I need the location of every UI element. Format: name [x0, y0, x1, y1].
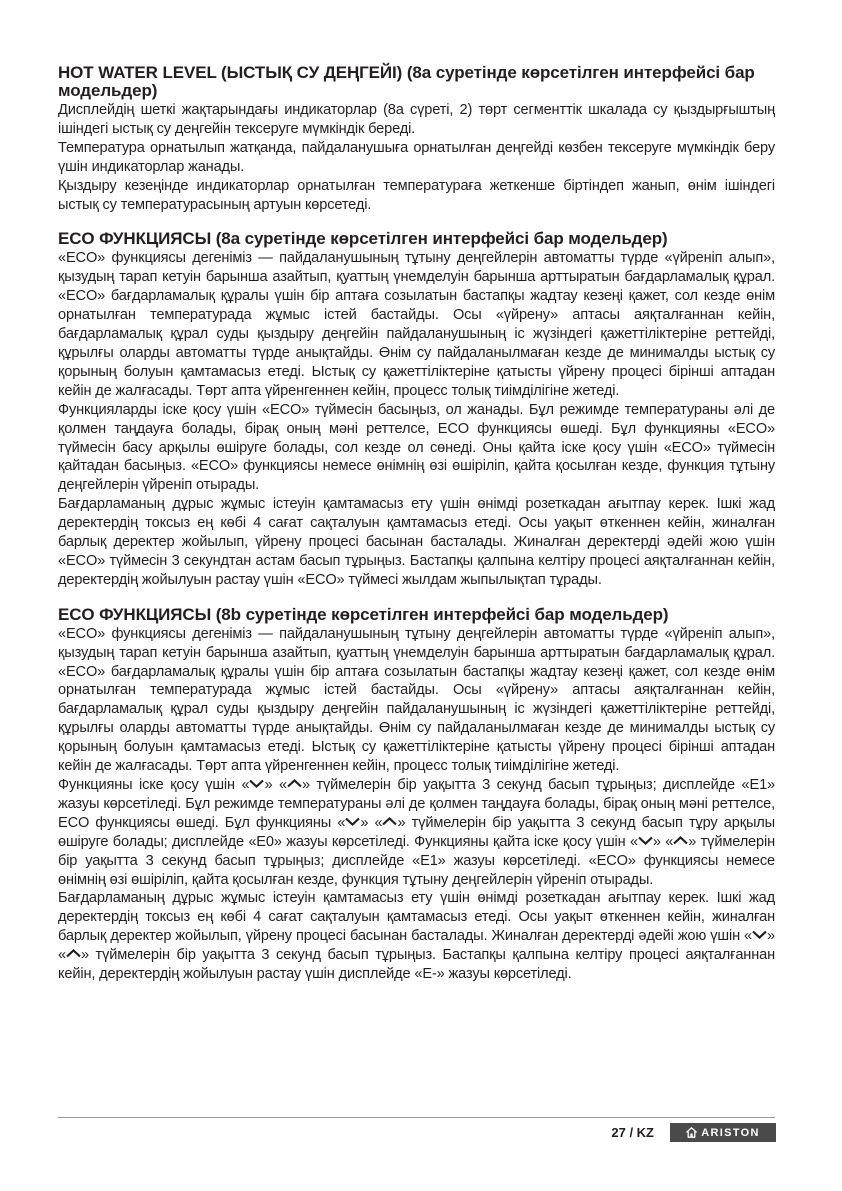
brand-logo	[670, 1123, 776, 1142]
paragraph: Дисплейдің шеткі жақтарындағы индикаторлар (8а сүреті, 2) төрт сегменттік шкалада су қыздырғыштың ішіндегі ыстық су деңгейін тексеруге мүмкіндік береді.	[58, 102, 775, 137]
house-icon	[686, 1127, 697, 1138]
chevron-up-icon	[287, 779, 302, 788]
section-eco-8a	[58, 230, 775, 589]
paragraph: Температура орнатылып жатқанда, пайдаланушыға орнатылған деңгейді көзбен тексеруге мүмкіндік беру үшін индикаторлар жанады.	[58, 139, 775, 175]
chevron-down-icon	[345, 817, 360, 826]
section-hot-water-level	[58, 64, 775, 214]
section-title: ECO ФУНКЦИЯСЫ (8а суретінде көрсетілген интерфейсі бар модельдер)	[58, 229, 668, 249]
document-page	[58, 64, 775, 1000]
paragraph: «ECO» функциясы дегеніміз — пайдаланушының тұтыну деңгейлерін автоматты түрде «үйреніп алып», қызудың тарап кетуін барынша азайтып, қуаттың үнемделуін барынша арттыратын бағдарламалық құрал. «ECO» бағдарламалық құралы үшін бір аптаға созылатын бастапқы жадтау кезеңі қажет, сол кезде өнім орнатылған температурада жұмыс істей бастайды. Осы «үйрену» аптасы аяқталғаннан кейін, бағдарламалық құрал суды қыздыру деңгейін пайдаланушының іс жүзіндегі қажеттіліктеріне реттейді, құрылғы оларды автоматты түрде анықтайды. Өнім су пайдаланылмаған кезде де минималды ыстық су қорының болуын қамтамасыз етеді. Ыстық су қажеттіліктеріне қатысты үйрену процесі бірінші аптадан кейін де жалғасады. Төрт апта үйренгеннен кейін, процесс толық тиімділігіне жетеді.	[58, 625, 775, 775]
figure-reference: 8а сүреті, 2	[387, 102, 468, 118]
page-number: 27 / KZ	[611, 1125, 654, 1140]
brand-name: ARISTON	[701, 1126, 760, 1139]
paragraph: Функцияларды іске қосу үшін «ECO» түймесін басыңыз, ол жанады. Бұл режимде температураны әлі де қолмен таңдауға болады, бірақ оның мәні реттелсе, ECO функциясы өшеді. Бұл функцияны «ECO» түймесін басу арқылы өшіруге болады, сол кезде ол сөнеді. Оны қайта іске қосу үшін «ECO» түймесін қайтадан басыңыз. «ECO» функциясы немесе өнімнің өзі өшіріліп, қайта қосылған кезде, функция тұтыну деңгейлерін үйреніп отырады.	[58, 401, 775, 494]
chevron-down-icon	[249, 779, 264, 788]
chevron-down-icon	[752, 930, 767, 939]
section-title: ECO ФУНКЦИЯСЫ (8b суретінде көрсетілген интерфейсі бар модельдер)	[58, 604, 669, 624]
paragraph: Бағдарламаның дұрыс жұмыс істеуін қамтамасыз ету үшін өнімді розеткадан ағытпау керек. Ішкі жад деректердің токсыз ең көбі 4 сағат сақталуын қамтамасыз етеді. Осы уақыт өткеннен кейін, жиналған барлық деректер жойылып, үйрену процесі басынан басталады. Жиналған деректерді әдейі жою үшін «ECO» түймесін 3 секундтан астам басып тұрыңыз. Бастапқы қалпына келтіру процесі аяқталғаннан кейін, деректердің жойылуын растау үшін «ECO» түймесі жылдам жыпылықтап тұрады.	[58, 496, 775, 588]
paragraph: Бағдарламаның дұрыс жұмыс істеуін қамтамасыз ету үшін өнімді розеткадан ағытпау керек. Ішкі жад деректердің токсыз ең көбі 4 сағат сақталуын қамтамасыз етеді. Осы уақыт өткеннен кейін, жиналған барлық деректер жойылып, үйрену процесі басынан басталады. Жиналған деректерді әдейі жою үшін « » « » түймелерін бір уақытта 3 секунд басып тұрыңыз. Бастапқы қалпына келтіру процесі аяқталғаннан кейін, деректердің жойылуын растау үшін дисплейде «E-» жазуы көрсетіледі.	[58, 890, 775, 983]
chevron-up-icon	[382, 817, 397, 826]
section-eco-8b	[58, 606, 775, 984]
footer-divider	[58, 1117, 775, 1118]
section-title: HOT WATER LEVEL (ЫСТЫҚ СУ ДЕҢГЕЙІ) (8а суретінде көрсетілген интерфейсі бар модельдер)	[58, 63, 755, 100]
paragraph: Функцияны іске қосу үшін « » « » түймелерін бір уақытта 3 секунд басып тұрыңыз; дисплейде «E1» жазуы көрсетіледі. Бұл режимде температураны әлі де қолмен таңдауға болады, бірақ оның мәні реттелсе, ECO функциясы өшеді. Бұл функцияны « » « » түймелерін бір уақытта 3 секунд басып тұру арқылы өшіруге болады; дисплейде «E0» жазуы көрсетіледі. Функцияны қайта іске қосу үшін « » « » түймелерін бір уақытта 3 секунд басып тұрыңыз; дисплейде «E1» жазуы көрсетіледі. «ECO» функциясы немесе өнімнің өзі өшіріліп, қайта қосылған кезде, функция тұтыну деңгейлерін үйреніп отырады.	[58, 777, 776, 888]
paragraph: «ECO» функциясы дегеніміз — пайдаланушының тұтыну деңгейлерін автоматты түрде «үйреніп алып», қызудың тарап кетуін барынша азайтып, қуаттың үнемделуін барынша арттыратын бағдарламалық құрал. «ECO» бағдарламалық құралы үшін бір аптаға созылатын бастапқы жадтау кезеңі қажет, сол кезде өнім орнатылған температурада жұмыс істей бастайды. Осы «үйрену» аптасы аяқталғаннан кейін, бағдарламалық құрал суды қыздыру деңгейін пайдаланушының іс жүзіндегі қажеттіліктеріне реттейді, құрылғы оларды автоматты түрде анықтайды. Өнім су пайдаланылмаған кезде де минималды ыстық су қорының болуын қамтамасыз етеді. Ыстық су қажеттіліктеріне қатысты үйрену процесі бірінші аптадан кейін де жалғасады. Төрт апта үйренгеннен кейін, процесс толық тиімділігіне жетеді.	[58, 250, 775, 399]
chevron-up-icon	[66, 949, 81, 958]
paragraph: Қыздыру кезеңінде индикаторлар орнатылған температураға жеткенше біртіндеп жанып, өнім ішіндегі ыстық су температурасының артуын көрсетеді.	[58, 177, 775, 213]
chevron-down-icon	[638, 836, 653, 845]
chevron-up-icon	[673, 836, 688, 845]
